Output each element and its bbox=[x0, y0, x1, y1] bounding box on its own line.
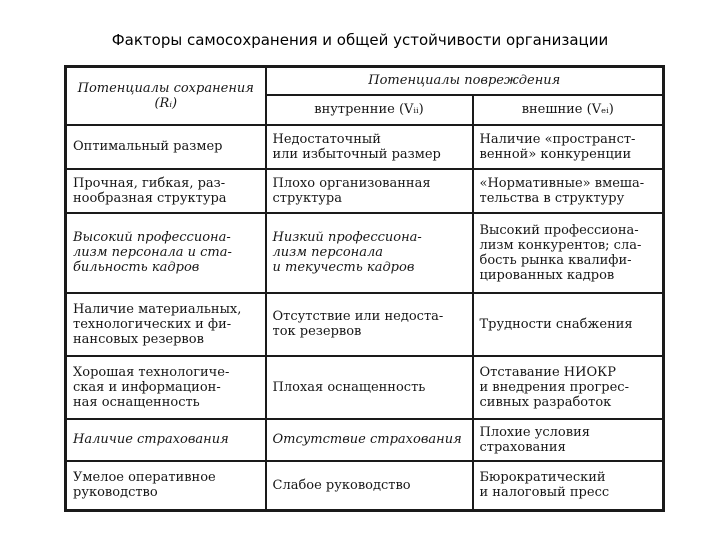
cell-external: Трудности снабжения bbox=[473, 293, 664, 356]
slide-title: Факторы самосохранения и общей устойчивости организации bbox=[111, 31, 609, 49]
cell-internal: Слабое руководство bbox=[266, 461, 473, 511]
cell-internal: Низкий профессиона- лизм персонала и текучесть кадров bbox=[266, 213, 473, 293]
cell-preservation: Высокий профессиона- лизм персонала и ста- бильность кадров bbox=[66, 213, 266, 293]
cell-internal: Недостаточный или избыточный размер bbox=[266, 125, 473, 169]
cell-external: Наличие «пространст- венной» конкуренции bbox=[473, 125, 664, 169]
cell-external: «Нормативные» вмеша- тельства в структуру bbox=[473, 169, 664, 213]
cell-external: Плохие условия страхования bbox=[473, 419, 664, 461]
header-damage-potentials: Потенциалы повреждения bbox=[266, 67, 664, 95]
cell-internal: Плохая оснащенность bbox=[266, 356, 473, 419]
table-row bbox=[66, 461, 664, 511]
table-row bbox=[66, 169, 664, 213]
cell-preservation: Прочная, гибкая, раз- нообразная структура bbox=[66, 169, 266, 213]
cell-preservation: Хорошая технологиче- ская и информацион- ная оснащенность bbox=[66, 356, 266, 419]
cell-internal: Отсутствие или недоста- ток резервов bbox=[266, 293, 473, 356]
cell-preservation: Умелое оперативное руководство bbox=[66, 461, 266, 511]
cell-preservation: Наличие материальных, технологических и фи- нансовых резервов bbox=[66, 293, 266, 356]
cell-external: Отставание НИОКР и внедрения прогрес- сивных разработок bbox=[473, 356, 664, 419]
table-header-row bbox=[66, 67, 664, 95]
table-row bbox=[66, 356, 664, 419]
header-preservation-potentials: Потенциалы сохранения (Rᵢ) bbox=[66, 67, 266, 125]
header-internal: внутренние (Vᵢᵢ) bbox=[266, 95, 473, 125]
factors-table-container bbox=[64, 65, 662, 512]
table-row bbox=[66, 293, 664, 356]
cell-external: Бюрократический и налоговый пресс bbox=[473, 461, 664, 511]
table-row bbox=[66, 419, 664, 461]
table-row bbox=[66, 125, 664, 169]
cell-internal: Отсутствие страхования bbox=[266, 419, 473, 461]
cell-external: Высокий профессиона- лизм конкурентов; сла- бость рынка квалифи- цированных кадров bbox=[473, 213, 664, 293]
header-external: внешние (Vₑᵢ) bbox=[473, 95, 664, 125]
factors-table bbox=[64, 65, 665, 512]
cell-internal: Плохо организованная структура bbox=[266, 169, 473, 213]
table-row bbox=[66, 213, 664, 293]
cell-preservation: Наличие страхования bbox=[66, 419, 266, 461]
cell-preservation: Оптимальный размер bbox=[66, 125, 266, 169]
